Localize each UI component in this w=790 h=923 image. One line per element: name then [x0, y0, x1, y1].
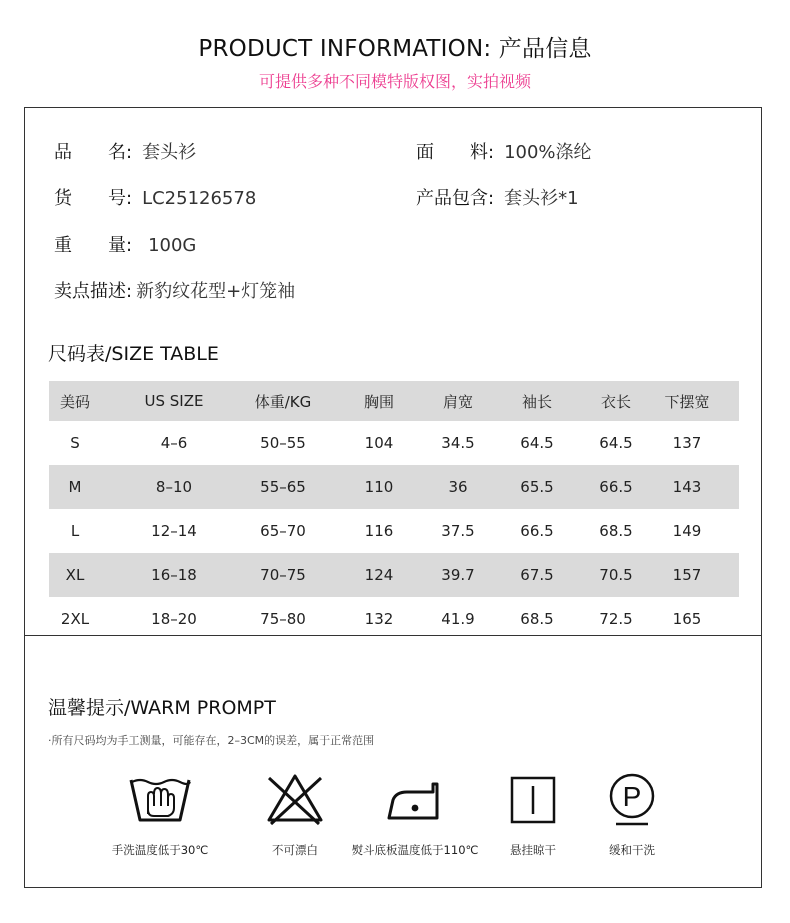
info-name-label: 品 名: — [54, 142, 133, 163]
table-cell: 65.5 — [520, 478, 554, 496]
iron-low-icon — [383, 770, 447, 828]
table-cell: 8–10 — [155, 478, 193, 496]
table-cell: 66.5 — [599, 478, 633, 496]
hand-wash-icon — [128, 770, 192, 828]
info-sku-row — [54, 184, 256, 210]
dry-clean-p-icon — [600, 770, 664, 828]
size-table-header — [49, 381, 739, 421]
table-cell: 37.5 — [441, 522, 475, 540]
table-cell: 64.5 — [599, 434, 633, 452]
info-contents-label: 产品包含: — [416, 188, 495, 209]
table-cell: 2XL — [60, 610, 90, 628]
table-cell: 50–55 — [260, 434, 306, 452]
table-cell: S — [70, 434, 80, 452]
table-cell: 70–75 — [260, 566, 306, 584]
table-cell: 34.5 — [441, 434, 475, 452]
care-label: 缓和干洗 — [609, 843, 655, 857]
table-cell: 116 — [364, 522, 394, 540]
care-label: 熨斗底板温度低于110℃ — [351, 843, 479, 857]
care-label: 悬挂晾干 — [510, 843, 556, 857]
table-cell: 137 — [672, 434, 702, 452]
header-cell: 肩宽 — [442, 392, 473, 411]
care-label: 手洗温度低于30℃ — [111, 843, 209, 857]
table-cell: 64.5 — [520, 434, 554, 452]
info-weight-value: 100G — [148, 235, 197, 256]
info-selling-row — [54, 277, 295, 303]
table-cell: 110 — [364, 478, 394, 496]
header-cell: 下摆宽 — [664, 392, 710, 411]
table-cell: 12–14 — [151, 522, 197, 540]
table-cell: 149 — [672, 522, 702, 540]
table-cell: 66.5 — [520, 522, 554, 540]
table-cell: 18–20 — [151, 610, 197, 628]
table-cell: 75–80 — [260, 610, 306, 628]
line-dry-icon — [501, 770, 565, 828]
table-row — [49, 465, 739, 509]
table-cell: M — [68, 478, 82, 496]
header-cell: 美码 — [59, 392, 90, 411]
table-cell: 55–65 — [260, 478, 306, 496]
info-selling-label: 卖点描述: — [54, 281, 133, 302]
do-not-bleach-icon — [263, 770, 327, 828]
info-fabric-row — [416, 138, 592, 164]
info-contents-value: 套头衫*1 — [504, 188, 579, 209]
table-cell: 72.5 — [599, 610, 633, 628]
care-item — [562, 770, 702, 858]
table-cell: 157 — [672, 566, 702, 584]
header-cell: US SIZE — [144, 392, 204, 410]
care-label: 不可漂白 — [272, 843, 318, 857]
info-contents-row — [416, 184, 579, 210]
table-cell: 16–18 — [151, 566, 197, 584]
care-item — [90, 770, 230, 858]
table-row — [49, 553, 739, 597]
info-weight-label: 重 量: — [54, 235, 133, 256]
table-cell: 65–70 — [260, 522, 306, 540]
table-cell: XL — [65, 566, 85, 584]
table-cell: 39.7 — [441, 566, 475, 584]
page-title: PRODUCT INFORMATION: 产品信息 — [198, 36, 592, 62]
header-cell: 衣长 — [600, 392, 631, 411]
table-cell: L — [70, 522, 80, 540]
table-row — [49, 421, 739, 465]
table-cell: 165 — [672, 610, 702, 628]
table-cell: 41.9 — [441, 610, 475, 628]
info-name-row — [54, 138, 196, 164]
table-cell: 143 — [672, 478, 702, 496]
svg-text:P: P — [622, 781, 642, 812]
info-fabric-value: 100%涤纶 — [504, 142, 592, 163]
info-sku-value: LC25126578 — [142, 188, 257, 209]
info-selling-value: 新豹纹花型+灯笼袖 — [136, 281, 296, 302]
measurement-note: ·所有尺码均为手工测量，可能存在，2–3CM的误差，属于正常范围 — [48, 734, 375, 747]
table-cell: 104 — [364, 434, 394, 452]
table-cell: 67.5 — [520, 566, 554, 584]
table-row — [49, 597, 739, 641]
table-cell: 36 — [448, 478, 468, 496]
table-cell: 132 — [364, 610, 394, 628]
table-cell: 4–6 — [160, 434, 188, 452]
info-weight-row — [54, 231, 196, 257]
size-table-title: 尺码表/SIZE TABLE — [48, 343, 219, 365]
size-table — [49, 381, 739, 641]
info-name-value: 套头衫 — [142, 142, 197, 163]
header-cell: 胸围 — [363, 392, 394, 411]
table-cell: 68.5 — [599, 522, 633, 540]
header-cell: 体重/KG — [254, 392, 312, 411]
table-cell: 68.5 — [520, 610, 554, 628]
header-cell: 袖长 — [521, 392, 552, 411]
table-row — [49, 509, 739, 553]
table-cell: 124 — [364, 566, 394, 584]
page-subtitle: 可提供多种不同模特版权图，实拍视频 — [258, 72, 531, 91]
care-item — [225, 770, 365, 858]
warm-prompt-title: 温馨提示/WARM PROMPT — [48, 697, 276, 719]
table-cell: 70.5 — [599, 566, 633, 584]
info-sku-label: 货 号: — [54, 188, 133, 209]
info-fabric-label: 面 料: — [416, 142, 495, 163]
